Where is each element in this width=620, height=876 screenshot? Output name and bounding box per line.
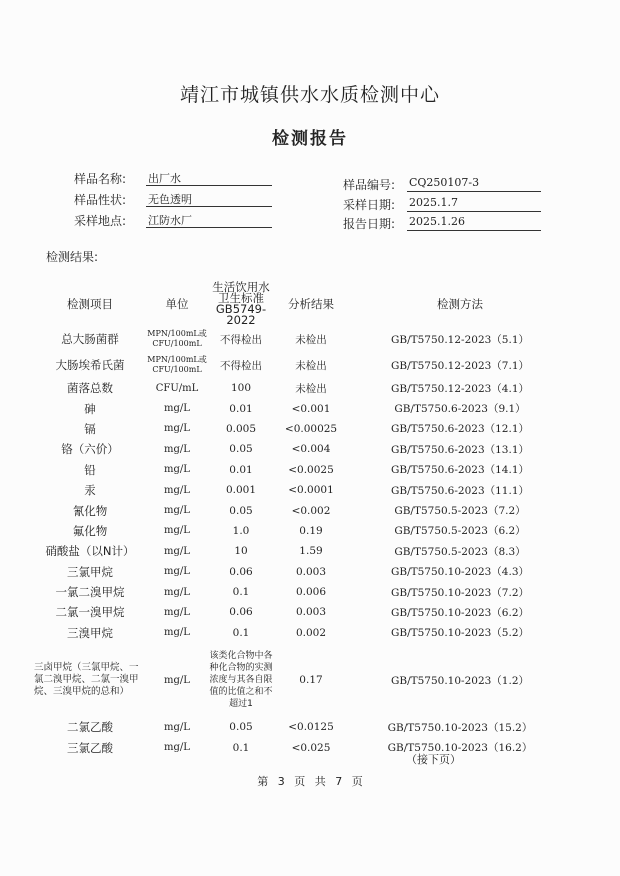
unit-cell: mg/L bbox=[164, 545, 190, 557]
method-cell: GB/T5750.6-2023（13.1） bbox=[390, 443, 530, 456]
limit-cell: 不得检出 bbox=[220, 333, 262, 346]
unit-cell: mg/L bbox=[164, 525, 190, 537]
item-cell: 铅 bbox=[84, 462, 96, 477]
limit-cell: 0.06 bbox=[229, 565, 253, 578]
item-cell: 大肠埃希氏菌 bbox=[55, 358, 125, 372]
method-cell: GB/T5750.12-2023（7.1） bbox=[390, 359, 530, 372]
table-row bbox=[34, 352, 572, 378]
result-cell: 0.003 bbox=[295, 565, 327, 578]
result-cell: 未检出 bbox=[295, 333, 327, 346]
item-cell: 铬（六价） bbox=[61, 442, 119, 457]
item-cell: 氟化物 bbox=[72, 523, 108, 538]
limit-cell: 1.0 bbox=[232, 524, 250, 537]
unit-cell: mg/L bbox=[164, 627, 190, 639]
sample-id-value: CQ250107-3 bbox=[407, 176, 541, 192]
sample-site-value: 江防水厂 bbox=[146, 212, 272, 228]
table-row bbox=[34, 480, 572, 500]
method-cell: GB/T5750.10-2023（15.2） bbox=[387, 721, 533, 734]
continued-note: （接下页） bbox=[406, 753, 461, 766]
limit-cell: 0.001 bbox=[225, 484, 257, 497]
result-cell: <0.002 bbox=[291, 504, 331, 517]
unit-cell: mg/L bbox=[164, 464, 190, 476]
header-method: 检测方法 bbox=[437, 297, 483, 311]
unit-cell: MPN/100mL或CFU/100mL bbox=[147, 355, 207, 374]
method-cell: GB/T5750.10-2023（1.2） bbox=[390, 674, 530, 687]
unit-cell: CFU/mL bbox=[155, 382, 199, 394]
item-cell: 三卤甲烷（三氯甲烷、一氯二溴甲烷、二氯一溴甲烷、三溴甲烷的总和） bbox=[34, 662, 139, 698]
item-cell: 一氯二溴甲烷 bbox=[55, 585, 125, 600]
method-cell: GB/T5750.10-2023（4.3） bbox=[390, 566, 530, 579]
sample-name-value: 出厂水 bbox=[146, 170, 272, 186]
results-table bbox=[34, 282, 572, 758]
item-cell: 三氯甲烷 bbox=[67, 564, 113, 579]
item-cell: 菌落总数 bbox=[67, 381, 113, 396]
result-cell: 0.006 bbox=[295, 586, 327, 599]
sample-site-label: 采样地点: bbox=[74, 214, 127, 228]
result-cell: <0.001 bbox=[291, 402, 331, 415]
limit-cell: 0.1 bbox=[232, 586, 250, 599]
unit-cell: mg/L bbox=[164, 674, 190, 686]
page-number: 第 3 页 共 7 页 bbox=[257, 775, 363, 788]
unit-cell: mg/L bbox=[164, 721, 190, 733]
table-row bbox=[34, 439, 572, 459]
limit-cell: 0.005 bbox=[225, 422, 257, 435]
sampling-date-label: 采样日期: bbox=[343, 198, 396, 212]
table-row bbox=[34, 717, 572, 737]
organization-name: 靖江市城镇供水水质检测中心 bbox=[179, 84, 440, 106]
table-row bbox=[34, 398, 572, 418]
method-cell: GB/T5750.6-2023（11.1） bbox=[390, 484, 530, 497]
result-cell: <0.004 bbox=[291, 443, 331, 456]
sample-state-value: 无色透明 bbox=[146, 191, 272, 207]
unit-cell: mg/L bbox=[164, 443, 190, 455]
limit-cell: 10 bbox=[234, 545, 248, 558]
report-date-value: 2025.1.26 bbox=[407, 215, 541, 231]
method-cell: GB/T5750.6-2023（12.1） bbox=[390, 423, 530, 436]
table-row bbox=[34, 602, 572, 622]
unit-cell: mg/L bbox=[164, 423, 190, 435]
header-item: 检测项目 bbox=[67, 297, 113, 311]
limit-cell: 0.06 bbox=[229, 606, 253, 619]
result-cell: 1.59 bbox=[299, 545, 323, 558]
limit-cell: 0.1 bbox=[232, 741, 250, 754]
result-cell: <0.0125 bbox=[288, 721, 334, 734]
unit-cell: mg/L bbox=[164, 403, 190, 415]
table-row bbox=[34, 623, 572, 643]
table-row bbox=[34, 326, 572, 352]
table-row bbox=[34, 500, 572, 520]
limit-cell: 0.05 bbox=[229, 721, 253, 734]
item-cell: 砷 bbox=[84, 401, 96, 416]
sample-state-label: 样品性状: bbox=[74, 193, 127, 207]
report-date-label: 报告日期: bbox=[343, 217, 396, 231]
item-cell: 三溴甲烷 bbox=[67, 625, 113, 640]
table-row bbox=[34, 521, 572, 541]
item-cell: 汞 bbox=[84, 483, 96, 498]
result-cell: 0.002 bbox=[295, 626, 327, 639]
method-cell: GB/T5750.5-2023（6.2） bbox=[394, 525, 526, 538]
item-cell: 氰化物 bbox=[72, 503, 108, 518]
limit-cell: 0.01 bbox=[229, 463, 253, 476]
result-cell: 未检出 bbox=[295, 382, 327, 395]
report-title: 检测报告 bbox=[272, 129, 348, 149]
header-standard: 生活饮用水卫生标准GB5749-2022 bbox=[212, 280, 270, 327]
unit-cell: mg/L bbox=[164, 505, 190, 517]
item-cell: 镉 bbox=[84, 421, 96, 436]
result-cell: <0.0025 bbox=[288, 463, 334, 476]
unit-cell: mg/L bbox=[164, 606, 190, 618]
item-cell: 三氯乙酸 bbox=[67, 740, 113, 755]
unit-cell: mg/L bbox=[164, 742, 190, 754]
table-row bbox=[34, 582, 572, 602]
method-cell: GB/T5750.10-2023（7.2） bbox=[390, 586, 530, 599]
unit-cell: mg/L bbox=[164, 484, 190, 496]
limit-cell: 0.05 bbox=[229, 504, 253, 517]
method-cell: GB/T5750.10-2023（16.2） bbox=[387, 742, 533, 755]
table-row bbox=[34, 378, 572, 398]
limit-cell: 100 bbox=[230, 382, 252, 395]
method-cell: GB/T5750.10-2023（5.2） bbox=[390, 627, 530, 640]
method-cell: GB/T5750.12-2023（4.1） bbox=[390, 382, 530, 395]
table-row bbox=[34, 460, 572, 480]
result-cell: 未检出 bbox=[295, 359, 327, 372]
method-cell: GB/T5750.6-2023（9.1） bbox=[394, 403, 526, 416]
method-cell: GB/T5750.5-2023（8.3） bbox=[394, 545, 526, 558]
method-cell: GB/T5750.6-2023（14.1） bbox=[390, 464, 530, 477]
method-cell: GB/T5750.5-2023（7.2） bbox=[394, 505, 526, 518]
result-cell: <0.025 bbox=[291, 741, 331, 754]
item-cell: 二氯一溴甲烷 bbox=[55, 605, 125, 620]
header-unit: 单位 bbox=[165, 297, 189, 311]
item-cell: 总大肠菌群 bbox=[61, 332, 119, 346]
result-cell: 0.17 bbox=[299, 674, 323, 687]
table-row bbox=[34, 643, 572, 717]
result-cell: 0.003 bbox=[295, 606, 327, 619]
result-cell: 0.19 bbox=[299, 524, 323, 537]
result-cell: <0.0001 bbox=[288, 484, 334, 497]
unit-cell: mg/L bbox=[164, 566, 190, 578]
method-cell: GB/T5750.10-2023（6.2） bbox=[390, 606, 530, 619]
limit-cell: 该类化合物中各种化合物的实测浓度与其各自限值的比值之和不超过1 bbox=[209, 651, 273, 710]
limit-cell: 0.1 bbox=[232, 626, 250, 639]
limit-cell: 不得检出 bbox=[220, 359, 262, 372]
table-header-row bbox=[34, 282, 572, 326]
table-row bbox=[34, 419, 572, 439]
results-label: 检测结果: bbox=[46, 250, 99, 264]
table-row bbox=[34, 541, 572, 561]
limit-cell: 0.01 bbox=[229, 402, 253, 415]
item-cell: 硝酸盐（以N计） bbox=[45, 544, 135, 559]
result-cell: <0.00025 bbox=[284, 422, 338, 435]
sampling-date-value: 2025.1.7 bbox=[407, 196, 541, 212]
sample-name-label: 样品名称: bbox=[74, 172, 127, 186]
table-row bbox=[34, 562, 572, 582]
unit-cell: MPN/100mL或CFU/100mL bbox=[147, 329, 207, 348]
table-row bbox=[34, 737, 572, 757]
limit-cell: 0.05 bbox=[229, 443, 253, 456]
item-cell: 二氯乙酸 bbox=[67, 720, 113, 735]
sample-id-label: 样品编号: bbox=[343, 178, 396, 192]
unit-cell: mg/L bbox=[164, 586, 190, 598]
header-result: 分析结果 bbox=[288, 297, 334, 311]
method-cell: GB/T5750.12-2023（5.1） bbox=[390, 333, 530, 346]
